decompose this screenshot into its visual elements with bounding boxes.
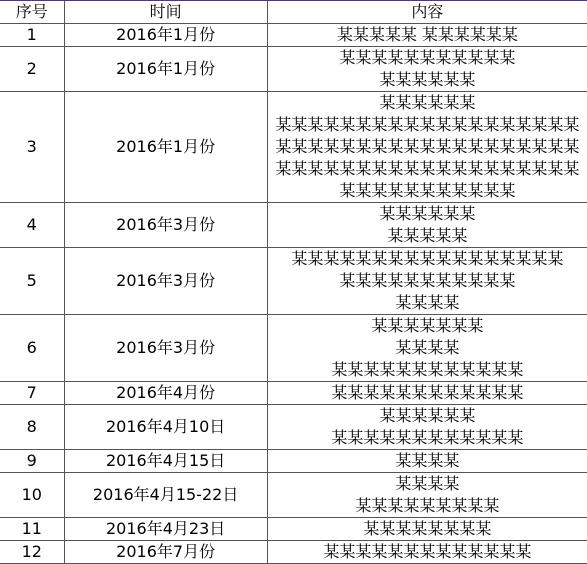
row-number: 4 [0, 203, 64, 248]
row-date: 2016年4月10日 [64, 405, 267, 450]
table-row [0, 541, 587, 564]
row-date: 2016年4月23日 [64, 518, 267, 541]
row-number: 8 [0, 405, 64, 450]
row-content [267, 92, 587, 203]
table-row [0, 518, 587, 541]
content-line: 某某某某某某某某某某某 [339, 271, 516, 290]
content-line: 某某某某某某某某某 [355, 496, 500, 515]
row-content [267, 473, 587, 518]
row-content [267, 382, 587, 405]
row-content [267, 47, 587, 92]
content-line: 某某某某某某某某某某某某某 [323, 542, 532, 561]
table-row [0, 24, 587, 47]
table-row [0, 92, 587, 203]
table-row [0, 248, 587, 315]
content-line: 某某某某某某某某某某某某 [331, 428, 524, 447]
table-row [0, 382, 587, 405]
content-line: 某某某某某某某某某某某某某某某某某 [291, 249, 564, 268]
table-body [0, 24, 587, 564]
content-line: 某某某某某某某某 [363, 519, 492, 538]
row-number: 11 [0, 518, 64, 541]
content-line: 某某某某 [395, 338, 460, 357]
content-line: 某某某某某某 [379, 93, 476, 112]
row-content [267, 541, 587, 564]
table-header-row [0, 1, 587, 24]
row-number: 7 [0, 382, 64, 405]
content-line: 某某某某某某某某某某某某 [331, 360, 524, 379]
events-table [0, 1, 587, 564]
row-date: 2016年4月15日 [64, 450, 267, 473]
row-date: 2016年1月份 [64, 92, 267, 203]
table-row [0, 450, 587, 473]
row-date: 2016年3月份 [64, 315, 267, 382]
row-date: 2016年1月份 [64, 47, 267, 92]
table-row [0, 315, 587, 382]
row-content [267, 203, 587, 248]
content-line: 某某某某 [395, 293, 460, 312]
header-no: 序号 [0, 1, 64, 24]
content-line: 某某某某某 [387, 226, 468, 245]
row-number: 10 [0, 473, 64, 518]
row-content [267, 405, 587, 450]
row-date: 2016年3月份 [64, 248, 267, 315]
table-row [0, 47, 587, 92]
row-date: 2016年4月份 [64, 382, 267, 405]
table-row [0, 405, 587, 450]
content-line: 某某某某 [395, 474, 460, 493]
row-date: 2016年3月份 [64, 203, 267, 248]
row-content [267, 450, 587, 473]
row-content [267, 518, 587, 541]
row-number: 2 [0, 47, 64, 92]
row-content [267, 248, 587, 315]
row-content [267, 24, 587, 47]
header-date: 时间 [64, 1, 267, 24]
content-line: 某某某某某某某某某某某 [339, 48, 516, 67]
table-row [0, 203, 587, 248]
content-line: 某某某某某某 [379, 204, 476, 223]
content-line: 某某某某某某某某某某某某某某某某某某某某某某某某某某某某某某某某某某某某某某某某某某某某某某某某某某某某某某某某某某某某某某某某某某某某 [275, 115, 580, 200]
row-number: 6 [0, 315, 64, 382]
row-date: 2016年4月15-22日 [64, 473, 267, 518]
content-line: 某某某某某 某某某某某某 [336, 25, 518, 44]
row-number: 5 [0, 248, 64, 315]
row-number: 3 [0, 92, 64, 203]
row-content [267, 315, 587, 382]
row-number: 9 [0, 450, 64, 473]
content-line: 某某某某 [395, 451, 460, 470]
table-row [0, 473, 587, 518]
row-date: 2016年7月份 [64, 541, 267, 564]
content-line: 某某某某某某某 [371, 316, 484, 335]
row-date: 2016年1月份 [64, 24, 267, 47]
content-line: 某某某某某某 [379, 70, 476, 89]
header-content: 内容 [267, 1, 587, 24]
content-line: 某某某某某某某某某某某某 [331, 383, 524, 402]
content-line: 某某某某某某 [379, 406, 476, 425]
row-number: 1 [0, 24, 64, 47]
row-number: 12 [0, 541, 64, 564]
